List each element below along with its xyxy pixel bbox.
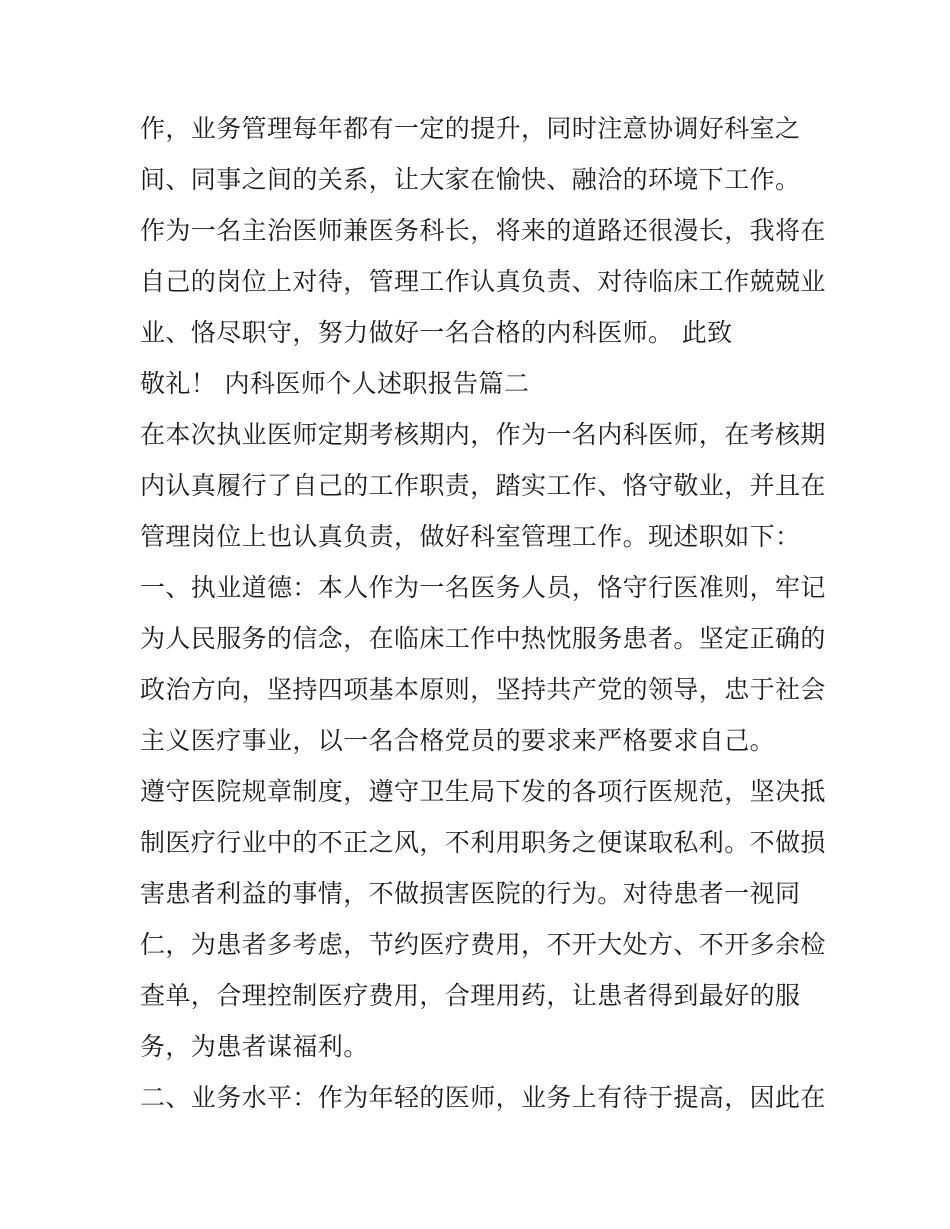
text-line: 仁，为患者多考虑，节约医疗费用，不开大处方、不开多余检 [140,930,826,959]
text-line: 在本次执业医师定期考核期内，作为一名内科医师，在考核期 [140,420,826,449]
text-line: 政治方向，坚持四项基本原则，坚持共产党的领导，忠于社会 [140,675,826,704]
text-line: 业、恪尽职守，努力做好一名合格的内科医师。 此致 [140,318,733,347]
text-line: 遵守医院规章制度，遵守卫生局下发的各项行医规范，坚决抵 [140,777,826,806]
text-line: 务，为患者谋福利。 [140,1032,369,1061]
text-line: 害患者利益的事情，不做损害医院的行为。对待患者一视同 [140,879,801,908]
text-line: 二、业务水平：作为年轻的医师，业务上有待于提高，因此在 [140,1083,826,1112]
text-line: 作为一名主治医师兼医务科长，将来的道路还很漫长，我将在 [140,216,826,245]
text-line: 内认真履行了自己的工作职责，踏实工作、恪守敬业，并且在 [140,471,826,500]
text-line: 自己的岗位上对待，管理工作认真负责、对待临床工作兢兢业 [140,267,826,296]
section-heading-line: 敬礼！ 内科医师个人述职报告篇二 [140,369,530,398]
text-line: 查单，合理控制医疗费用，合理用药，让患者得到最好的服 [140,981,801,1010]
text-line: 间、同事之间的关系，让大家在愉快、融洽的环境下工作。 [140,165,801,194]
text-line: 为人民服务的信念，在临床工作中热忱服务患者。坚定正确的 [140,624,826,653]
text-line: 作，业务管理每年都有一定的提升，同时注意协调好科室之 [140,114,801,143]
text-line: 管理岗位上也认真负责，做好科室管理工作。现述职如下： [140,522,801,551]
body-text [140,103,840,1123]
text-line: 制医疗行业中的不正之风，不利用职务之便谋取私利。不做损 [140,828,826,857]
text-line: 一、执业道德：本人作为一名医务人员，恪守行医准则，牢记 [140,573,826,602]
text-line: 主义医疗事业，以一名合格党员的要求来严格要求自己。 [140,726,776,755]
